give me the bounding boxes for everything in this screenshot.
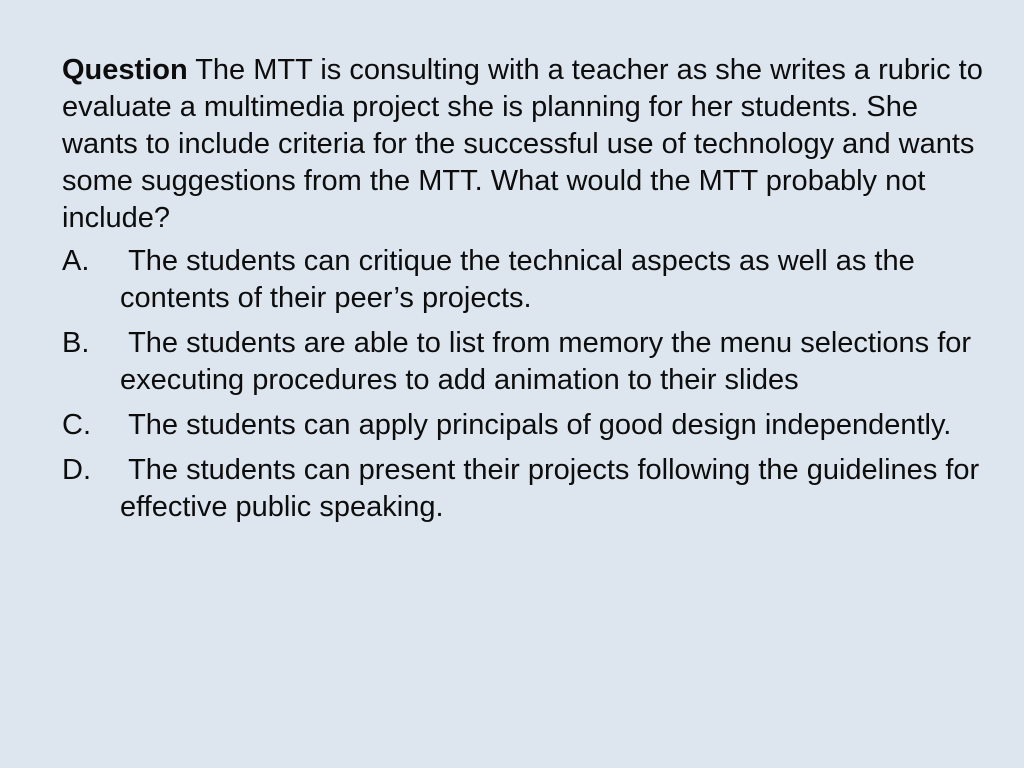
option-d-text: The students can present their projects following the guidelines for effective public speaking. [120,454,988,523]
option-a [62,243,992,317]
option-b [62,325,992,399]
option-b-letter: B. [62,327,90,359]
option-c-letter: C. [62,409,91,441]
option-c [62,407,992,444]
option-a-letter: A. [62,245,90,277]
question-paragraph [62,52,992,237]
question-text: The MTT is consulting with a teacher as she writes a rubric to evaluate a multimedia project she is planning for her students. She wants to include criteria for the successful use of technology and wants some suggestions from the MTT. What would the MTT probably not include? [62,54,983,234]
option-d [62,452,992,526]
option-d-letter: D. [62,454,91,486]
option-b-text: The students are able to list from memory the menu selections for executing procedures to add animation to their slides [120,327,980,396]
slide-content [62,52,992,534]
question-label: Question [62,54,188,86]
option-a-text: The students can critique the technical aspects as well as the contents of their peer’s projects. [120,245,923,314]
answer-options [62,243,992,526]
option-c-text: The students can apply principals of good design independently. [120,409,952,441]
